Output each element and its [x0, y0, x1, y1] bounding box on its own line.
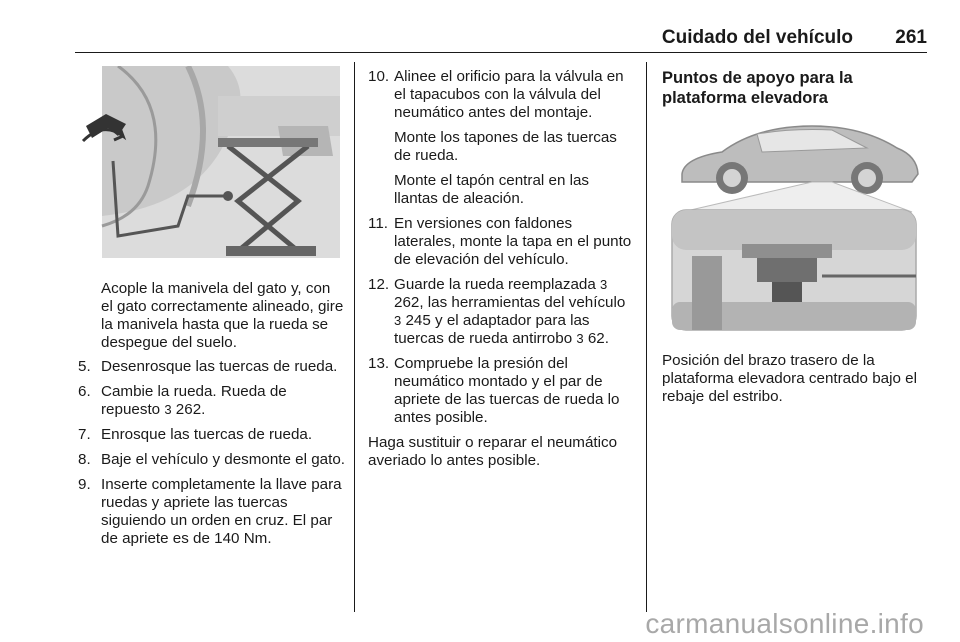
page-reference-icon: 3: [576, 331, 584, 346]
step-list-a: [78, 358, 346, 548]
jack-caption: Acople la manivela del gato y, con el gato correctamente alineado, gire la manivela hasta que la rueda se despegue del suelo.: [101, 280, 344, 351]
step-number: 11.: [368, 215, 388, 232]
page-reference[interactable]: 262.: [171, 401, 206, 418]
column-1: [78, 66, 346, 555]
step-number: 5.: [78, 358, 91, 375]
page-reference-icon: 3: [164, 402, 172, 417]
step-number: 9.: [78, 476, 91, 493]
step-12: [368, 276, 636, 348]
step-11: [368, 215, 636, 269]
page-reference[interactable]: 245 y el adaptador para las tuercas de rueda antirrobo: [394, 312, 590, 347]
step-text: Desenrosque las tuercas de rueda.: [101, 358, 338, 375]
column-3: [662, 68, 930, 406]
step-8: [78, 451, 346, 469]
step-text: Inserte completamente la llave para ruedas y apriete las tuercas siguiendo un orden en cruz. El par de apriete es de 140 Nm.: [101, 476, 342, 547]
section-title: Cuidado del vehículo: [661, 27, 853, 48]
lift-point-illustration: [662, 116, 924, 334]
step-number: 10.: [368, 68, 390, 85]
step-number: 13.: [368, 355, 390, 372]
step-text: Enrosque las tuercas de rueda.: [101, 426, 313, 443]
step-10: [368, 68, 636, 208]
column-divider-left: [354, 62, 355, 612]
page-number: 261: [895, 27, 927, 48]
page-reference[interactable]: 262, las herramientas del vehículo: [394, 294, 626, 311]
step-6: [78, 383, 346, 419]
column-divider-right: [646, 62, 647, 612]
step-number: 12.: [368, 276, 390, 293]
step-5: [78, 358, 346, 376]
step-text: Alinee el orificio para la válvula en el tapacubos con la válvula del neumático antes del montaje.: [394, 68, 624, 121]
lift-caption: Posición del brazo trasero de la plataforma elevadora centrado bajo el rebaje del estribo.: [662, 352, 917, 405]
page-header: [75, 22, 927, 53]
step-number: 6.: [78, 383, 91, 400]
step-text: Cambie la rueda. Rueda de repuesto: [101, 383, 287, 418]
section-heading: Puntos de apoyo para la plataforma elevadora: [662, 69, 853, 107]
step-text: Baje el vehículo y desmonte el gato.: [101, 451, 345, 468]
step-text: En versiones con faldones laterales, monte la tapa en el punto de elevación del vehículo.: [394, 215, 632, 268]
step-number: 8.: [78, 451, 91, 468]
step-subtext: Monte el tapón central en las llantas de aleación.: [394, 172, 590, 207]
page-reference-icon: 3: [394, 313, 402, 328]
jack-illustration: [78, 66, 340, 258]
step-7: [78, 426, 346, 444]
closing-note: Haga sustituir o reparar el neumático averiado lo antes posible.: [368, 434, 618, 469]
page-reference-icon: 3: [600, 277, 608, 292]
step-text: Guarde la rueda reemplazada: [394, 276, 596, 293]
step-text: Compruebe la presión del neumático montado y el par de apriete de las tuercas de rueda lo antes posible.: [394, 355, 620, 426]
step-subtext: Monte los tapones de las tuercas de rueda.: [394, 129, 617, 164]
step-number: 7.: [78, 426, 91, 443]
step-9: [78, 476, 346, 548]
watermark: carmanualsonline.info: [645, 608, 924, 639]
column-2: [368, 68, 636, 470]
page-reference[interactable]: 62.: [583, 330, 609, 347]
step-13: [368, 355, 636, 427]
